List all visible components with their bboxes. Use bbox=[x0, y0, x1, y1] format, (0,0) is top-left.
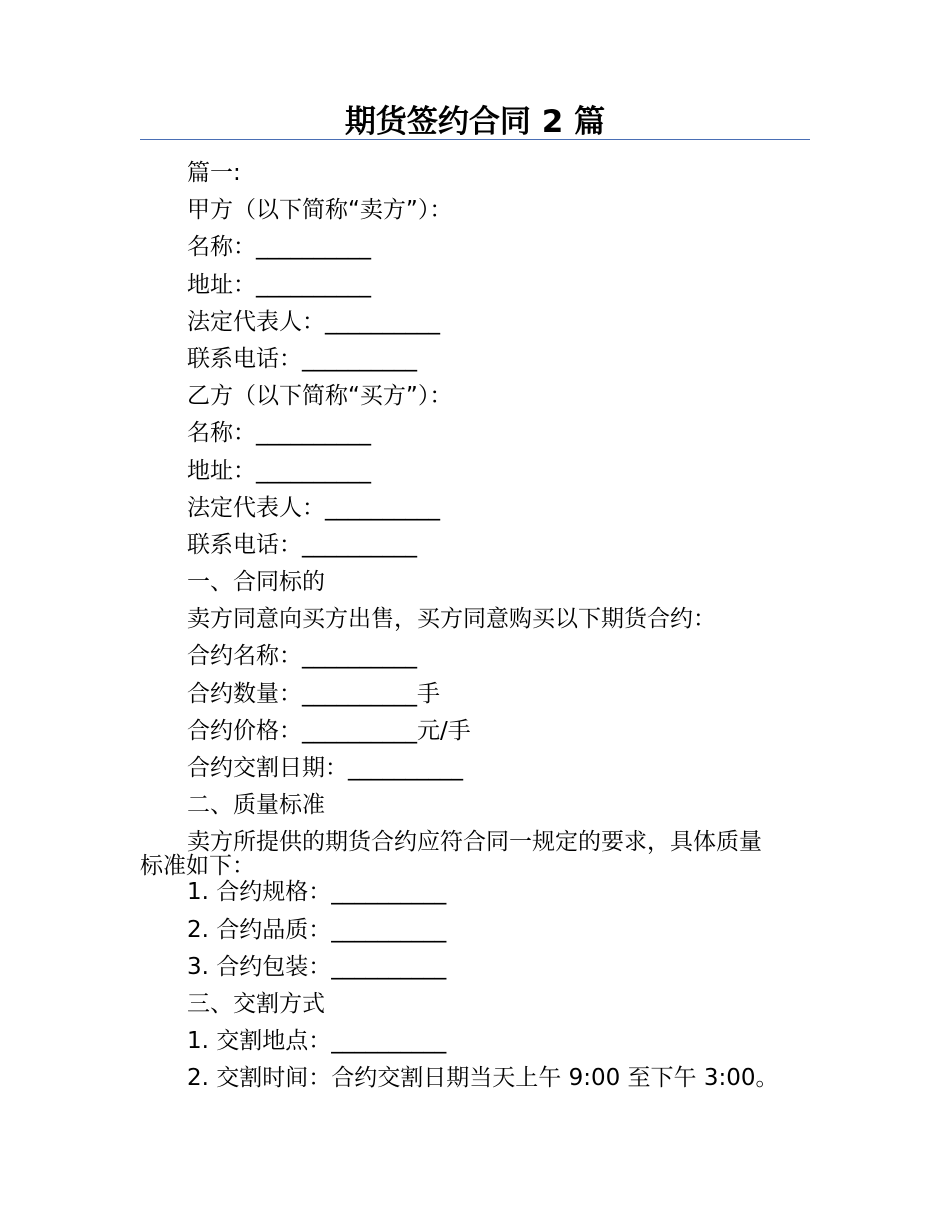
quality-paragraph bbox=[140, 824, 820, 880]
section-heading-delivery: 三、交割方式 bbox=[187, 990, 325, 1017]
party-a-name-field: 名称：__________ bbox=[187, 234, 371, 261]
grade-field: 2. 合约品质：__________ bbox=[187, 916, 447, 943]
contract-quantity-field: 合约数量：__________手 bbox=[187, 680, 440, 707]
party-b-legal-rep-field: 法定代表人：__________ bbox=[187, 494, 440, 521]
section-heading-subject: 一、合同标的 bbox=[187, 569, 325, 596]
contract-name-field: 合约名称：__________ bbox=[187, 643, 417, 670]
party-a-phone-field: 联系电话：__________ bbox=[187, 345, 417, 372]
party-b-phone-field: 联系电话：__________ bbox=[187, 531, 417, 558]
packaging-field: 3. 合约包装：__________ bbox=[187, 953, 447, 980]
party-a-heading: 甲方（以下简称“卖方”）： bbox=[187, 197, 453, 224]
contract-price-field: 合约价格：__________元/手 bbox=[187, 717, 471, 744]
party-a-address-field: 地址：__________ bbox=[187, 271, 371, 298]
section-label-part-one: 篇一: bbox=[187, 160, 241, 186]
party-b-name-field: 名称：__________ bbox=[187, 420, 371, 447]
title-underline bbox=[140, 139, 810, 140]
party-a-legal-rep-field: 法定代表人：__________ bbox=[187, 308, 440, 335]
party-b-address-field: 地址：__________ bbox=[187, 457, 371, 484]
quality-paragraph-line-2: 标准如下： bbox=[140, 853, 255, 880]
spec-field: 1. 合约规格：__________ bbox=[187, 879, 447, 906]
document-title: 期货签约合同 2 篇 bbox=[344, 104, 606, 140]
subject-statement: 卖方同意向买方出售，买方同意购买以下期货合约： bbox=[187, 606, 716, 633]
document-body bbox=[140, 155, 820, 1098]
party-b-heading: 乙方（以下简称“买方”）： bbox=[187, 383, 453, 410]
section-heading-quality: 二、质量标准 bbox=[187, 792, 325, 819]
quality-paragraph-line-1: 卖方所提供的期货合约应符合同一规定的要求，具体质量 bbox=[187, 829, 762, 856]
delivery-date-field: 合约交割日期：__________ bbox=[187, 755, 463, 781]
delivery-location-field: 1. 交割地点：__________ bbox=[187, 1028, 447, 1055]
delivery-time-field: 2. 交割时间：合约交割日期当天上午 9:00 至下午 3:00。 bbox=[187, 1065, 779, 1092]
